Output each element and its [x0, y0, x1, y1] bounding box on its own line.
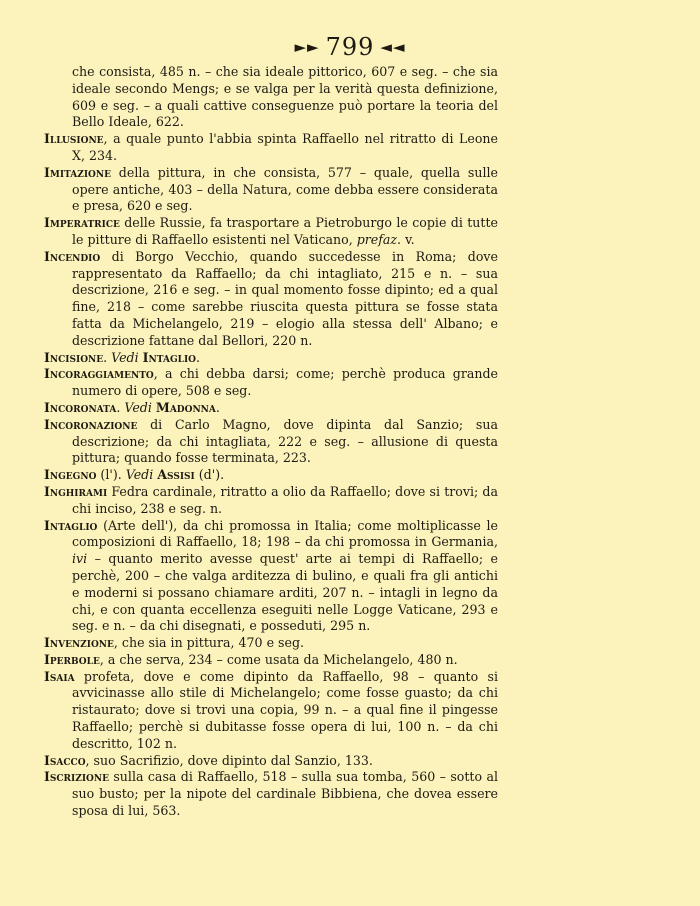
- index-entry-inghirami: [44, 484, 498, 518]
- entry-headword: Isacco: [44, 752, 86, 768]
- entry-italic-text: ivi: [72, 551, 88, 567]
- entry-headword: Incoraggiamento: [44, 366, 154, 382]
- entry-crossref: Madonna: [155, 399, 216, 415]
- entry-headword: Incendio: [44, 248, 101, 264]
- entry-headword: Inghirami: [44, 483, 108, 499]
- index-entry-iperbole: [44, 652, 498, 669]
- index-entry-illusione: [44, 131, 498, 165]
- entry-text: , a che serva, 234 – come usata da Michelangelo, 480 n.: [99, 651, 458, 667]
- index-entries: [44, 64, 498, 820]
- entry-text: , suo Sacrifizio, dove dipinto dal Sanzio, 133.: [85, 752, 373, 768]
- page-number: 799: [325, 33, 375, 61]
- entry-italic-text: prefaz.: [356, 231, 402, 247]
- entry-headword: Imperatrice: [44, 215, 120, 231]
- index-entry-incoraggiamento: [44, 366, 498, 400]
- entry-headword: Iperbole: [44, 651, 100, 667]
- entry-text: di Carlo Magno, dove dipinta dal Sanzio; sua descrizione; da chi intagliata, 222 e seg. – allusione di questa pittura; quando fosse terminata, 223.: [72, 416, 498, 466]
- index-entry-incisione: [44, 350, 498, 367]
- index-entry-incoronazione: [44, 417, 498, 467]
- index-entry-isacco: [44, 753, 498, 770]
- entry-text: della pittura, in che consista, 577 – quale, quella sulle opere antiche, 403 – della Natura, come debba essere considerata e presa, 620 e seg.: [72, 164, 498, 214]
- index-entry-ingegno: [44, 467, 498, 484]
- entry-text: , a quale punto l'abbia spinta Raffaello nel ritratto di Leone X, 234.: [72, 131, 498, 163]
- entry-text: .: [103, 349, 112, 365]
- entry-text: che consista, 485 n. – che sia ideale pittorico, 607 e seg. – che sia ideale secondo Mengs; e se valga per la verità questa definizione, 609 e seg. – a quali cattive conseguenze può portare la teoria del Bello Ideale, 622.: [72, 64, 498, 130]
- entry-crossref: Intaglio: [142, 349, 197, 365]
- index-entry-invenzione: [44, 635, 498, 652]
- entry-headword: Incisione: [44, 349, 104, 365]
- page-header: [0, 32, 700, 62]
- entry-headword: Isaia: [44, 668, 75, 684]
- entry-headword: Incoronazione: [44, 416, 138, 432]
- entry-text: Fedra cardinale, ritratto a olio da Raffaello; dove si trovi; da chi inciso, 238 e seg. n.: [72, 483, 498, 516]
- entry-headword: Iscrizione: [44, 769, 109, 785]
- right-ornament-icon: ◄◄: [380, 38, 406, 56]
- entry-text: delle Russie, fa trasportare a Pietroburgo le copie di tutte le pitture di Raffaello esistenti nel Vaticano,: [72, 215, 498, 247]
- entry-text: , a chi debba darsi; come; perchè produca grande numero di opere, 508 e seg.: [72, 366, 498, 399]
- entry-headword: Intaglio: [44, 517, 98, 533]
- entry-text: .: [116, 399, 125, 415]
- entry-italic-text: Vedi: [124, 399, 152, 415]
- entry-text: – quanto merito avesse quest' arte ai tempi di Raffaello; e perchè, 200 – che valga arditezza di bulino, e quali fra gli antichi e moderni si possano chiamare arditi, 207 n. – intagli in legno da chi, e con quanta eccellenza eseguiti nelle Logge Vaticane, 293 e seg. e n. – da chi disegnati, e posseduti, 295 n.: [72, 551, 498, 634]
- entry-crossref: Assisi: [157, 467, 195, 483]
- index-entry-imitazione: [44, 165, 498, 215]
- index-entry-imperatrice: [44, 215, 498, 249]
- entry-headword: Illusione: [44, 131, 104, 147]
- left-ornament-icon: ►►: [294, 38, 320, 56]
- entry-text: .: [215, 399, 220, 415]
- entry-text: (d').: [194, 467, 225, 483]
- entry-text: (Arte dell'), da chi promossa in Italia; come moltiplicasse le composizioni di Raffaello, 18; 198 – da chi promossa in Germania,: [72, 517, 498, 550]
- index-entry-isaia: [44, 669, 498, 753]
- entry-text: di Borgo Vecchio, quando succedesse in Roma; dove rappresentato da Raffaello; da chi intagliato, 215 e n. – sua descrizione, 216 e seg. – in qual momento fosse dipinto; ed a qual fine, 218 – come sarebbe riuscita questa pittura se fosse stata fatta da Michelangelo, 219 – elogio alla stessa dell' Albano; e descrizione fattane dal Bellori, 220 n.: [72, 248, 498, 348]
- index-entry-incoronata: [44, 400, 498, 417]
- index-entry-cont: [44, 64, 498, 131]
- entry-text: (l').: [96, 467, 126, 483]
- entry-italic-text: Vedi: [111, 349, 139, 365]
- index-entry-iscrizione: [44, 769, 498, 819]
- index-entry-intaglio: [44, 518, 498, 636]
- entry-headword: Incoronata: [44, 399, 117, 415]
- index-entry-incendio: [44, 249, 498, 350]
- entry-italic-text: Vedi: [125, 467, 154, 483]
- entry-headword: Imitazione: [44, 164, 111, 180]
- entry-headword: Invenzione: [44, 635, 114, 651]
- entry-text: .: [196, 349, 201, 365]
- entry-text: sulla casa di Raffaello, 518 – sulla sua tomba, 560 – sotto al suo busto; per la nipote del cardinale Bibbiena, che dovea essere sposa di lui, 563.: [72, 769, 498, 819]
- entry-text: profeta, dove e come dipinto da Raffaello, 98 – quanto si avvicinasse allo stile di Michelangelo; come fosse guasto; da chi ristaurato; dove si trovi una copia, 99 n. – a qual fine il pingesse Raffaello; perchè si dubitasse fosse opera di lui, 100 n. – da chi descritto, 102 n.: [72, 668, 498, 751]
- entry-headword: Ingegno: [44, 467, 97, 483]
- entry-text: , che sia in pittura, 470 e seg.: [113, 635, 305, 651]
- entry-text: v.: [401, 231, 415, 247]
